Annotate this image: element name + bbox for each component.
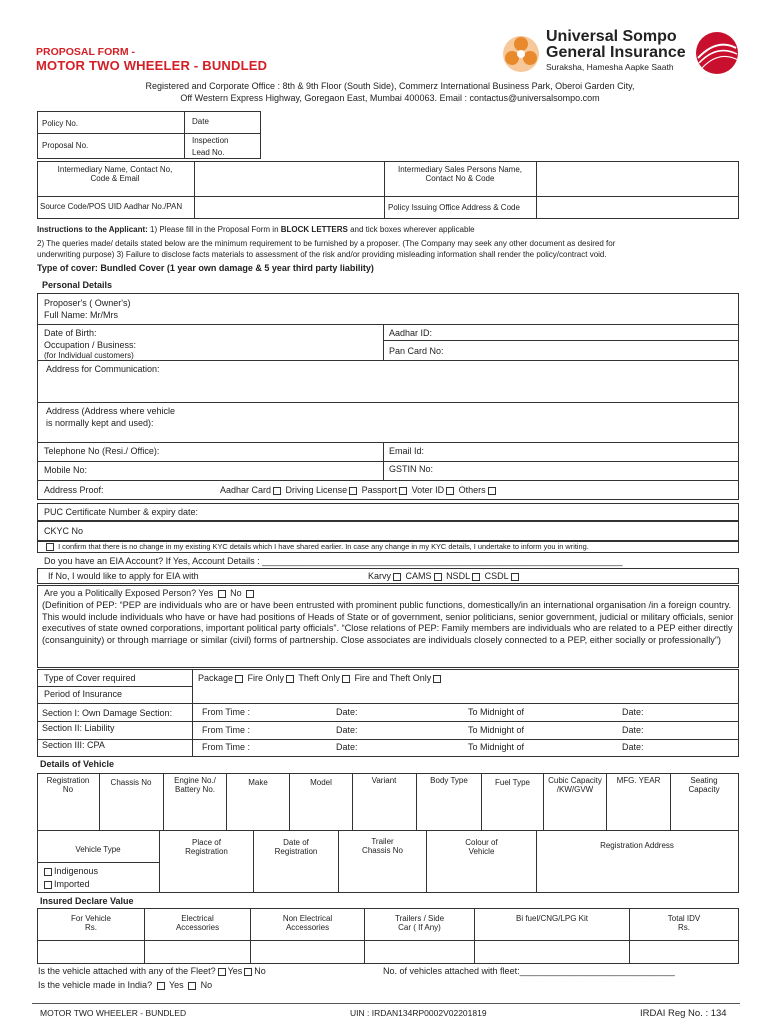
occupation-label: Occupation / Business: <box>44 340 137 350</box>
logo-name-line2: General Insurance <box>546 44 686 61</box>
package-checkbox[interactable] <box>235 675 243 683</box>
sompo-flower-icon <box>500 34 542 74</box>
individual-note: (for Individual customers) <box>44 351 134 360</box>
driving-license-checkbox[interactable] <box>349 487 357 495</box>
voter-id-checkbox[interactable] <box>446 487 454 495</box>
address-proof-label: Address Proof: <box>44 485 104 495</box>
date-2b: Date: <box>622 725 644 735</box>
india-yes-checkbox[interactable] <box>157 982 165 990</box>
source-code-label: Source Code/POS UID Aadhar No./PAN <box>40 202 183 211</box>
section3-label: Section III: CPA <box>42 740 105 750</box>
cams-checkbox[interactable] <box>434 573 442 581</box>
midnight-2: To Midnight of <box>468 725 525 735</box>
csdl-checkbox[interactable] <box>511 573 519 581</box>
date-2: Date: <box>336 725 358 735</box>
imported-option: Imported <box>42 879 90 889</box>
fleet-yes-checkbox[interactable] <box>218 968 226 976</box>
date-3: Date: <box>336 742 358 752</box>
instruction-line2: 2) The queries made/ details stated below are the minimum requirement to be furnished by a proposer. (The Company may seek any other document as desired for <box>37 239 616 248</box>
aadhar-id-label: Aadhar ID: <box>389 328 433 338</box>
logo-sphere-icon <box>694 30 740 76</box>
fleet-no-checkbox[interactable] <box>244 968 252 976</box>
cover-options: Package Fire Only Theft Only Fire and Theft Only <box>198 673 443 683</box>
ckyc-label: CKYC No <box>44 526 84 536</box>
logo-tagline: Suraksha, Hamesha Aapke Saath <box>546 62 674 72</box>
idv-total: Total IDV Rs. <box>667 914 701 932</box>
col-seating: Seating Capacity <box>688 776 720 794</box>
fleet-count: No. of vehicles attached with fleet:_______________________________ <box>383 966 675 976</box>
personal-details-heading: Personal Details <box>42 280 113 290</box>
vehicle-table <box>37 773 739 893</box>
pep-question: Are you a Politically Exposed Person? Yes No <box>44 588 256 598</box>
indigenous-option: Indigenous <box>42 866 98 876</box>
logo-name-line1: Universal Sompo <box>546 28 677 45</box>
fleet-question: Is the vehicle attached with any of the Fleet? Yes No <box>38 966 266 976</box>
instruction-line3: underwriting purpose) 3) Failure to disclose facts materials to assessment of the risk and/or providing misleading information shall render the policy/contract void. <box>37 250 607 259</box>
idv-heading: Insured Declare Value <box>40 896 134 906</box>
karvy-checkbox[interactable] <box>393 573 401 581</box>
inspection-label: Inspection <box>192 136 229 145</box>
dob-label: Date of Birth: <box>44 328 97 338</box>
pep-no-checkbox[interactable] <box>246 590 254 598</box>
policy-no-label: Policy No. <box>42 119 79 128</box>
col-variant: Variant <box>371 776 397 785</box>
others-checkbox[interactable] <box>488 487 496 495</box>
eia-question: Do you have an EIA Account? If Yes, Account Details : ________________________________________________________________________ <box>44 556 623 566</box>
telephone-label: Telephone No (Resi./ Office): <box>44 446 160 456</box>
col-registration: Registration No <box>46 776 90 794</box>
address-proof-options: Aadhar Card Driving License Passport Voter ID Others <box>220 485 498 495</box>
col-chassis: Chassis No <box>110 778 152 787</box>
footer-uin: UIN : IRDAN134RP0002V02201819 <box>350 1008 487 1018</box>
email-label: Email Id: <box>389 446 425 456</box>
col-place: Place of Registration <box>185 838 228 856</box>
sales-person-label: Intermediary Sales Persons Name, Contact No & Code <box>397 165 523 183</box>
idv-electrical: Electrical Accessories <box>175 914 220 932</box>
nsdl-checkbox[interactable] <box>472 573 480 581</box>
type-required-label: Type of Cover required <box>44 673 136 683</box>
full-name-label: Full Name: Mr/Mrs <box>44 310 118 320</box>
kyc-confirm-checkbox[interactable] <box>46 543 54 551</box>
col-trailer: Trailer Chassis No <box>362 837 403 855</box>
date-1b: Date: <box>622 707 644 717</box>
date-label: Date <box>192 117 209 126</box>
kyc-confirm: I confirm that there is no change in my existing KYC details which I have shared earlier. In case any change in my KYC details, I undertake to inform you in writing. <box>44 542 589 551</box>
fire-only-checkbox[interactable] <box>286 675 294 683</box>
col-engine: Engine No./ Battery No. <box>174 776 216 794</box>
section2-label: Section II: Liability <box>42 723 115 733</box>
lead-no-label: Lead No. <box>192 148 225 157</box>
idv-bifuel: Bi fuel/CNG/LPG Kit <box>515 914 589 923</box>
theft-only-checkbox[interactable] <box>342 675 350 683</box>
col-make: Make <box>248 778 268 787</box>
owner-label: Proposer's ( Owner's) <box>44 298 131 308</box>
ckyc-row <box>37 521 739 541</box>
pep-yes-checkbox[interactable] <box>218 590 226 598</box>
col-model: Model <box>310 778 332 787</box>
midnight-3: To Midnight of <box>468 742 525 752</box>
col-fuel: Fuel Type <box>495 778 530 787</box>
registered-office: Registered and Corporate Office : 8th & 9th Floor (South Side), Commerz International Business Park, Oberoi Garden City, Off Western Express Highway, Goregaon East, Mumbai 400063. Email : contactus@universalsompo.com <box>145 81 635 103</box>
fire-theft-checkbox[interactable] <box>433 675 441 683</box>
passport-checkbox[interactable] <box>399 487 407 495</box>
intermediary-label: Intermediary Name, Contact No, Code & Email <box>57 165 173 183</box>
aadhar-card-checkbox[interactable] <box>273 487 281 495</box>
midnight-1: To Midnight of <box>468 707 525 717</box>
from-time-2: From Time : <box>202 725 251 735</box>
idv-trailers: Trailers / Side Car ( If Any) <box>394 914 445 932</box>
gstin-label: GSTIN No: <box>389 464 434 474</box>
vehicle-heading: Details of Vehicle <box>40 759 115 769</box>
footer-form-name: MOTOR TWO WHEELER - BUNDLED <box>40 1008 187 1018</box>
from-time-3: From Time : <box>202 742 251 752</box>
pan-label: Pan Card No: <box>389 346 444 356</box>
mobile-label: Mobile No: <box>44 465 88 475</box>
indigenous-checkbox[interactable] <box>44 868 52 876</box>
period-label: Period of Insurance <box>44 689 123 699</box>
date-3b: Date: <box>622 742 644 752</box>
form-title-line1: PROPOSAL FORM - <box>36 46 135 58</box>
col-date-reg: Date of Registration <box>274 838 318 856</box>
col-vehicle-type: Vehicle Type <box>75 845 121 854</box>
date-1: Date: <box>336 707 358 717</box>
eia-options: Karvy CAMS NSDL CSDL <box>368 571 521 581</box>
india-no-checkbox[interactable] <box>188 982 196 990</box>
proposal-no-label: Proposal No. <box>42 141 89 150</box>
issuing-office-label: Policy Issuing Office Address & Code <box>388 203 520 212</box>
imported-checkbox[interactable] <box>44 881 52 889</box>
vehicle-address-label1: Address (Address where vehicle <box>46 406 176 416</box>
puc-label: PUC Certificate Number & expiry date: <box>44 507 199 517</box>
col-mfg: MFG. YEAR <box>616 776 661 785</box>
india-question: Is the vehicle made in India? Yes No <box>38 980 213 990</box>
idv-vehicle: For Vehicle Rs. <box>70 914 112 932</box>
instruction-line1: Instructions to the Applicant: 1) Please fill in the Proposal Form in BLOCK LETTERS and tick boxes wherever applicable <box>37 225 475 234</box>
from-time-1: From Time : <box>202 707 251 717</box>
col-colour: Colour of Vehicle <box>465 838 498 856</box>
type-of-cover: Type of cover: Bundled Cover (1 year own damage & 5 year third party liability) <box>37 263 374 273</box>
eia-apply-label: If No, I would like to apply for EIA with <box>48 571 199 581</box>
form-title-line2: MOTOR TWO WHEELER - BUNDLED <box>36 58 268 73</box>
col-body: Body Type <box>430 776 468 785</box>
vehicle-address-label2: is normally kept and used): <box>46 418 154 428</box>
col-cubic: Cubic Capacity /KW/GVW <box>548 776 602 794</box>
footer-irdai: IRDAI Reg No. : 134 <box>640 1008 727 1019</box>
address-communication-label: Address for Communication: <box>46 364 160 374</box>
pep-definition: (Definition of PEP: “PEP are individuals who are or have been entrusted with prominent public functions, domestically/in an international organisation /in a foreign country. This would include individuals who have or have had positions of Heads of State or of government, senior politicians, senior government, judicial or military officials, senior executives of state owned corporations, important political party officials”. “Close relations of PEP: Family members are individuals who are related to a PEP either directly (consanguinity) or through marriage or similar (civil) forms of partnership. Close associates are individuals closely connected to a PEP, either socially or professionally”) <box>42 600 734 645</box>
section1-label: Section I: Own Damage Section: <box>42 708 173 718</box>
idv-non-electrical: Non Electrical Accessories <box>282 914 333 932</box>
col-reg-address: Registration Address <box>600 841 674 850</box>
